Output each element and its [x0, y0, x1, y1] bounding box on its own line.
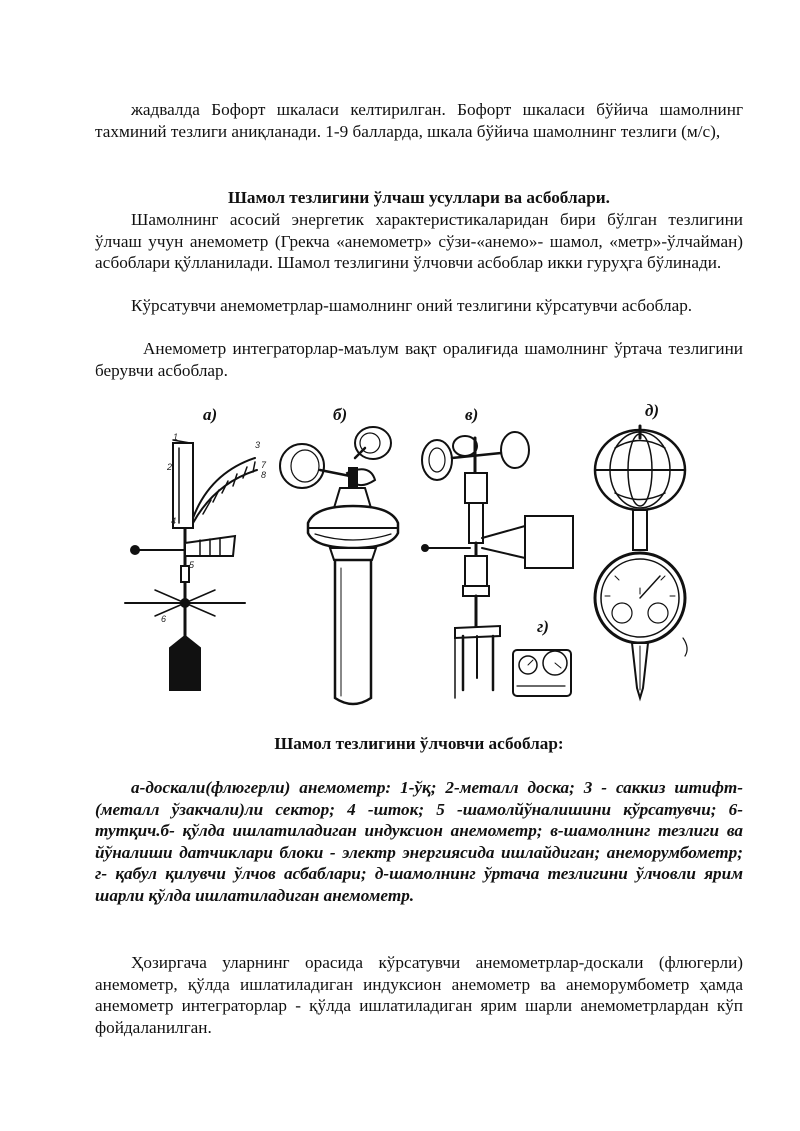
figure-label-d: г)	[537, 617, 549, 636]
figure-label-e: д)	[645, 401, 660, 420]
part-number-5: 5	[189, 560, 195, 570]
paragraph-indicating-anemometers: Кўрсатувчи анемометрлар-шамолнинг оний тезлигини кўрсатувчи асбоблар.	[131, 296, 693, 315]
paragraph-usage: Ҳозиргача уларнинг орасида кўрсатувчи анемометрлар-доскали (флюгерли) анемометр, қўлда ишлатиладиган индуксион анемометр ва анеморумбометр ҳамда анемометр интеграторлар - қўлда ишлатиладиган ярим шарли анемометрлардан кўп фойдаланилган.	[95, 953, 743, 1037]
paragraph-integrating-anemometers: Анемометр интеграторлар-маълум вақт оралиғида шамолнинг ўртача тезлигини берувчи асбоблар.	[95, 339, 743, 380]
part-number-3: 3	[255, 440, 261, 450]
figure-label-a: а)	[203, 405, 218, 424]
figure-label-b: б)	[333, 405, 348, 424]
integrating-anemometer-e	[595, 426, 687, 698]
paragraph-anemometer-intro: Шамолнинг асосий энергетик характеристикаларидан бири бўлган тезлигини ўлчаш учун анемометр (Грекча «анемометр» сўзи-«анемо»- шамол, «метр»-ўлчайман) асбоблари қўлланилади. Шамол тезлигини ўлчовчи асбоблар икки гуруҳга бўлинади.	[95, 210, 743, 272]
part-number-2: 2	[167, 462, 173, 472]
figure-label-c: в)	[465, 405, 479, 424]
heading-instruments: Шамол тезлигини ўлчовчи асбоблар:	[274, 734, 564, 753]
paragraph-beaufort: жадвалда Бофорт шкаласи келтирилган. Бофорт шкаласи бўйича шамолнинг тахминий тезлиги аниқланади. 1-9 балларда, шкала бўйича шамолнинг тезлиги (м/с),	[95, 100, 743, 141]
part-number-6: 6	[161, 614, 167, 624]
part-number-1: 1	[173, 432, 179, 442]
part-number-4: 4	[171, 516, 177, 526]
part-number-8: 8	[261, 470, 267, 480]
anemometer-drawing	[115, 398, 695, 713]
part-number-7: 7	[261, 460, 267, 470]
cup-anemometer-b	[280, 427, 398, 704]
anemometer-illustration	[115, 398, 695, 713]
figure-caption: а-доскали(флюгерли) анемометр: 1-ўқ; 2-металл доска; 3 - саккиз штифт- (металл ўзакчали)ли сектор; 4 -шток; 5 -шамолйўналишини кўрсатувчи; 6-тутқич.б- қўлда ишлатиладиган индуксион анемометр; в-шамолнинг тезлиги ва йўналиши датчиклари блоки - электр энергиясида ишлайдиган; анеморумбометр; г- қабул қилувчи ўлчов асбаблари; д-шамолнинг ўртача тезлигини ўлчовли ярим шарли қўлда ишлатиладиган анемометр.	[95, 778, 743, 905]
heading-methods: Шамол тезлигини ўлчаш усуллари ва асбоблари.	[228, 188, 610, 207]
receiving-instrument-d	[513, 650, 571, 696]
